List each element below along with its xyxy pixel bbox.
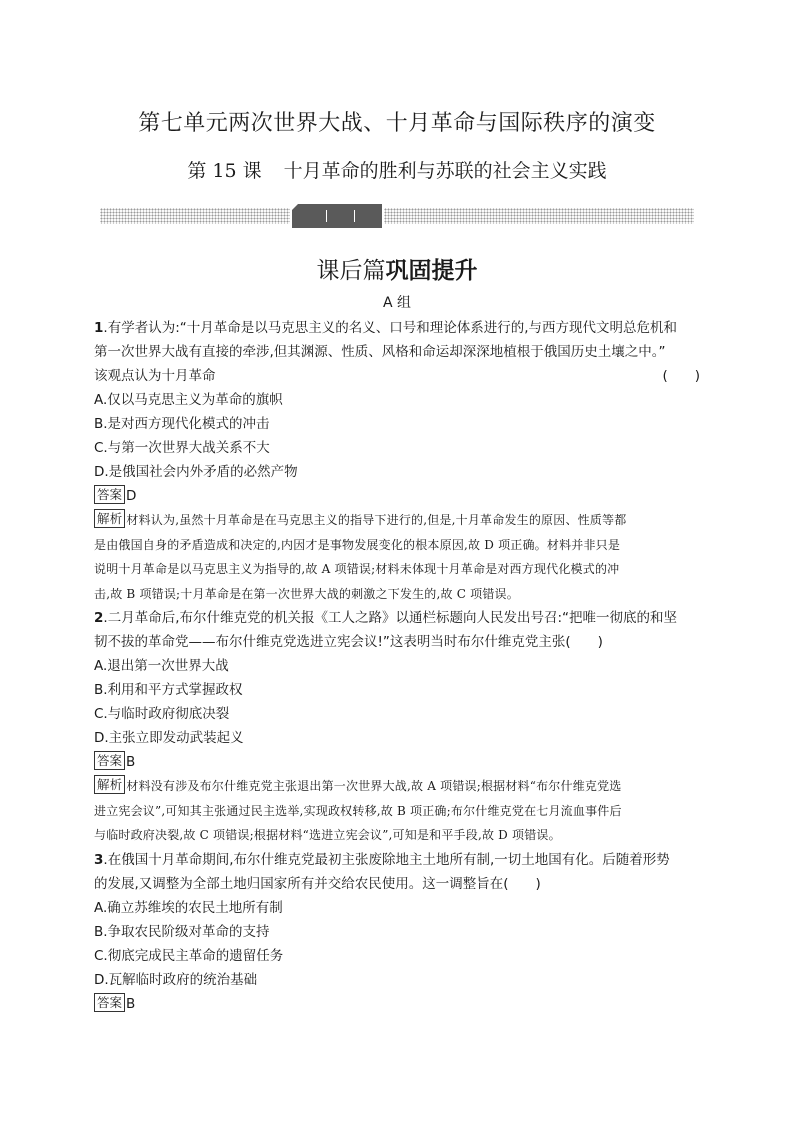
analysis-line: 解析 材料认为,虽然十月革命是在马克思主义的指导下进行的,但是,十月革命发生的原因、性质等都 bbox=[94, 508, 700, 533]
dotted-pattern-right bbox=[384, 208, 694, 224]
answer-tag: 答案 bbox=[94, 993, 125, 1012]
answer-value: B bbox=[126, 995, 136, 1012]
answer-line bbox=[94, 992, 700, 1016]
question-stem-line: 第一次世界大战有直接的牵涉,但其渊源、性质、风格和命运却深深地植根于俄国历史土壤之中。” bbox=[94, 344, 666, 360]
option-a: A.确立苏维埃的农民土地所有制 bbox=[94, 899, 283, 916]
option-c: C.与临时政府彻底决裂 bbox=[94, 706, 230, 722]
analysis-line: 是由俄国自身的矛盾造成和决定的,内因才是事物发展变化的根本原因,故 D 项正确。材料并非只是 bbox=[94, 537, 621, 552]
lesson-title bbox=[0, 156, 794, 183]
option-b: B.是对西方现代化模式的冲击 bbox=[94, 416, 270, 432]
analysis-line: 进立宪会议”,可知其主张通过民主选举,实现政权转移,故 B 项正确;布尔什维克党在七月流血事件后 bbox=[94, 803, 622, 818]
option-d: D.是俄国社会内外矛盾的必然产物 bbox=[94, 464, 298, 480]
section-title-light: 课后篇 bbox=[316, 258, 386, 284]
analysis-line: 解析 材料没有涉及布尔什维克党主张退出第一次世界大战,故 A 项错误;根据材料“布尔什维克党选 bbox=[94, 774, 700, 799]
answer-blank: ( ) bbox=[662, 368, 700, 384]
question-stem-line: 3.在俄国十月革命期间,布尔什维克党最初主张废除地主土地所有制,一切土地国有化。后随着形势 bbox=[94, 851, 670, 868]
question-stem-line bbox=[94, 364, 700, 388]
section-title-bold: 巩固提升 bbox=[385, 258, 478, 284]
lesson-number: 第 15 课 bbox=[187, 160, 262, 182]
option-a: A.仅以马克思主义为革命的旗帜 bbox=[94, 392, 283, 408]
question-stem-line: 1.有学者认为:“十月革命是以马克思主义的名义、口号和理论体系进行的,与西方现代文明总危机和 bbox=[94, 320, 678, 336]
option-b: B.利用和平方式掌握政权 bbox=[94, 682, 243, 698]
analysis-line: 击,故 B 项错误;十月革命是在第一次世界大战的刺激之下发生的,故 C 项错误。 bbox=[94, 586, 519, 601]
answer-line bbox=[94, 750, 700, 774]
answer-line bbox=[94, 484, 700, 508]
analysis-tag: 解析 bbox=[94, 775, 125, 794]
option-d: D.主张立即发动武装起义 bbox=[94, 730, 244, 746]
question-3 bbox=[94, 848, 700, 1016]
question-number: 3 bbox=[94, 851, 104, 868]
dotted-pattern-left bbox=[100, 208, 290, 224]
analysis-line: 说明十月革命是以马克思主义为指导的,故 A 项错误;材料未体现十月革命是对西方现代化模式的冲 bbox=[94, 562, 620, 576]
option-d: D.瓦解临时政府的统治基础 bbox=[94, 971, 258, 988]
question-number: 2 bbox=[94, 610, 104, 626]
decorative-divider bbox=[100, 204, 694, 228]
divider-tab bbox=[292, 204, 382, 228]
question-stem-end: 该观点认为十月革命 bbox=[94, 368, 216, 384]
answer-tag: 答案 bbox=[94, 485, 125, 504]
option-b: B.争取农民阶级对革命的支持 bbox=[94, 923, 270, 940]
question-2 bbox=[94, 606, 700, 848]
question-number: 1 bbox=[94, 320, 104, 336]
group-label: A 组 bbox=[382, 295, 412, 311]
question-stem-line: 韧不拔的革命党——布尔什维克党选进立宪会议!”这表明当时布尔什维克党主张( ) bbox=[94, 634, 603, 650]
question-stem-line: 2.二月革命后,布尔什维克党的机关报《工人之路》以通栏标题向人民发出号召:“把唯一彻底的和坚 bbox=[94, 610, 678, 626]
question-1 bbox=[94, 316, 700, 606]
answer-value: D bbox=[126, 488, 137, 504]
section-title bbox=[0, 252, 794, 285]
option-c: C.彻底完成民主革命的遗留任务 bbox=[94, 947, 284, 964]
option-c: C.与第一次世界大战关系不大 bbox=[94, 440, 270, 456]
analysis-line: 与临时政府决裂,故 C 项错误;根据材料“选进立宪会议”,可知是和平手段,故 D 项错误。 bbox=[94, 828, 561, 842]
lesson-name: 十月革命的胜利与苏联的社会主义实践 bbox=[283, 160, 607, 182]
answer-tag: 答案 bbox=[94, 751, 125, 770]
analysis-tag: 解析 bbox=[94, 509, 125, 528]
question-stem-line: 的发展,又调整为全部土地归国家所有并交给农民使用。这一调整旨在( ) bbox=[94, 875, 541, 892]
option-a: A.退出第一次世界大战 bbox=[94, 658, 229, 674]
question-list bbox=[94, 316, 700, 1016]
answer-value: B bbox=[126, 754, 136, 770]
unit-title: 第七单元两次世界大战、十月革命与国际秩序的演变 bbox=[138, 111, 656, 136]
